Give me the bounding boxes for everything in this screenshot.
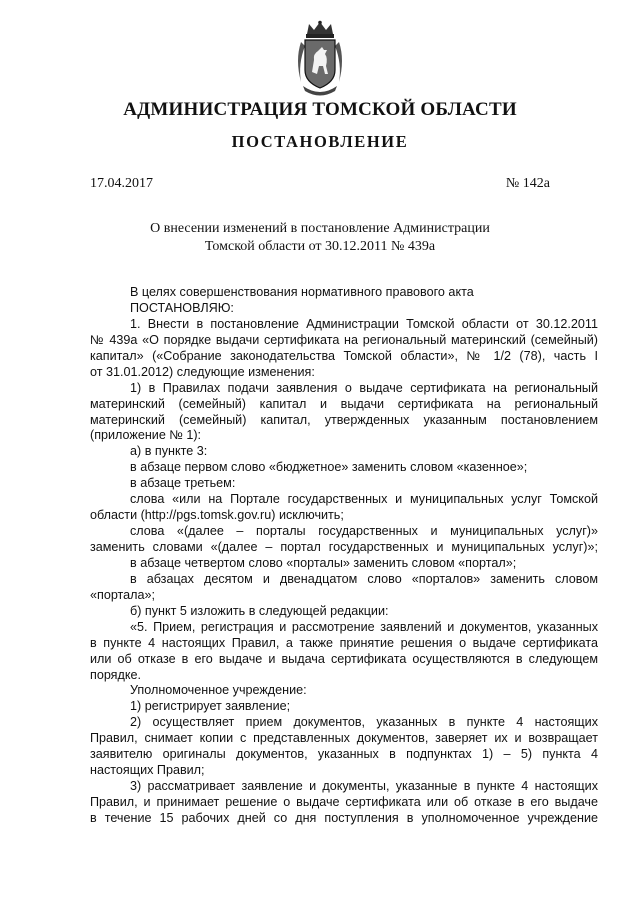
body-line: в пункте 4 настоящих Правил, а также принятие решения о выдаче сертификата [90, 635, 598, 650]
body-line: 1) регистрирует заявление; [130, 699, 291, 714]
body-line: 2) осуществляет прием документов, указанных в пункте 4 настоящих [130, 715, 598, 730]
body-line: № 439а «О порядке выдачи сертификата на региональный материнский (семейный) [90, 332, 598, 347]
body-line: материнский (семейный) капитал и выдачи сертификата на региональный [90, 396, 598, 411]
body-line: в течение 15 рабочих дней со дня поступления в уполномоченное учреждение [90, 810, 598, 825]
body-line: Правил, снимает копии с представленных документов, заверяет их и возвращает [90, 731, 598, 746]
body-line: Уполномоченное учреждение: [130, 683, 307, 698]
body-line: в абзацах десятом и двенадцатом слово «порталов» заменить словом [130, 571, 598, 586]
body-line: слова «или на Портале государственных и муниципальных услуг Томской [130, 492, 598, 507]
body-line: материнский (семейный) капитал, утвержденных указанным постановлением [90, 412, 598, 427]
subject-line: О внесении изменений в постановление Администрации [150, 221, 490, 236]
document-date: 17.04.2017 [90, 176, 153, 191]
body-line: (приложение № 1): [90, 428, 202, 443]
body-line: 3) рассматривает заявление и документы, указанные в пункте 4 настоящих [130, 779, 598, 794]
body-line: в абзаце третьем: [130, 476, 236, 491]
body-line: от 31.01.2012) следующие изменения: [90, 364, 315, 379]
coat-of-arms-icon [295, 20, 345, 100]
body-line: в абзаце первом слово «бюджетное» заменить словом «казенное»; [130, 460, 528, 475]
body-line: «портала»; [90, 587, 156, 602]
organization-title: АДМИНИСТРАЦИЯ ТОМСКОЙ ОБЛАСТИ [123, 99, 517, 120]
body-line: в абзаце четвертом слово «порталы» заменить словом «портал»; [130, 555, 517, 570]
document-subject [0, 220, 640, 256]
body-line: порядке. [90, 667, 142, 682]
body-line: слова «(далее – порталы государственных и муниципальных услуг)» [130, 524, 598, 539]
body-line: области (http://pgs.tomsk.gov.ru) исключить; [90, 508, 344, 523]
body-line: «5. Прием, регистрация и рассмотрение заявлений и документов, указанных [130, 619, 598, 634]
body-line: Правил, и принимает решение о выдаче сертификата или об отказе в его выдаче [90, 795, 598, 809]
document-body [90, 285, 598, 827]
body-line: заявителю оригиналы документов, указанных в подпунктах 1) – 5) пункта 4 [90, 747, 598, 762]
document-type: ПОСТАНОВЛЕНИЕ [231, 132, 409, 151]
body-line: а) в пункте 3: [130, 444, 208, 459]
body-line: б) пункт 5 изложить в следующей редакции: [130, 603, 389, 618]
body-line: В целях совершенствования нормативного правового акта [130, 285, 474, 299]
body-line: капитал» («Собрание законодательства Томской области», № 1/2 (78), часть I [90, 348, 598, 363]
subject-line: Томской области от 30.12.2011 № 439а [204, 239, 436, 254]
document-number: № 142а [505, 176, 550, 191]
body-line: 1. Внести в постановление Администрации Томской области от 30.12.2011 [130, 316, 598, 331]
body-line: ПОСТАНОВЛЯЮ: [130, 300, 234, 315]
body-line: заменить словами «(далее – портал государственных и муниципальных услуг)»; [90, 540, 598, 554]
body-line: 1) в Правилах подачи заявления о выдаче сертификата на региональный [130, 380, 598, 395]
body-line: настоящих Правил; [90, 763, 205, 778]
body-line: или об отказе в его выдаче и выдача сертификата осуществляются в следующем [90, 651, 598, 666]
